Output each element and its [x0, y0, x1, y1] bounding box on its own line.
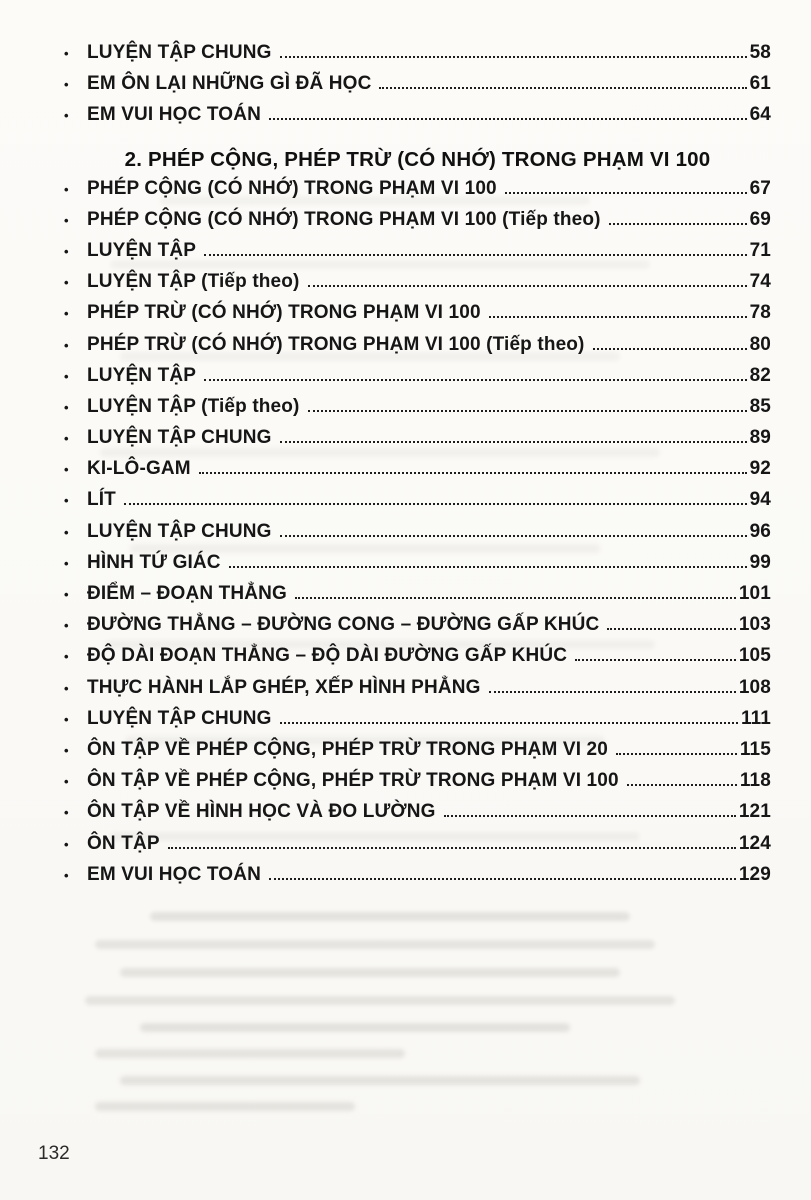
dotted-leader [204, 254, 747, 256]
toc-entry-label: LÍT [87, 489, 116, 511]
dotted-leader [204, 379, 747, 381]
toc-entry [64, 178, 771, 209]
toc-entry-label: ÔN TẬP [87, 832, 160, 854]
toc-entry-page: 103 [738, 614, 771, 636]
bleed-through-line [95, 1049, 405, 1058]
toc-entry-page: 69 [749, 208, 771, 230]
toc-entry-page: 121 [738, 801, 771, 823]
toc-entry [64, 708, 771, 739]
dotted-leader [489, 316, 747, 318]
toc-entry-label: KI-LÔ-GAM [87, 458, 191, 480]
bullet-icon: • [64, 805, 69, 821]
toc-entry-label: LUYỆN TẬP CHUNG [87, 707, 272, 729]
bullet-icon: • [64, 399, 69, 415]
dotted-leader [575, 659, 736, 661]
toc-entry [64, 365, 771, 396]
toc-entry-label: PHÉP CỘNG (CÓ NHỚ) TRONG PHẠM VI 100 (Tiếp theo) [87, 208, 601, 230]
bullet-icon: • [64, 649, 69, 665]
toc-entry-label: LUYỆN TẬP CHUNG [87, 427, 272, 449]
page-number: 132 [38, 1143, 70, 1164]
toc-entry-page: 96 [749, 520, 771, 542]
bullet-icon: • [64, 212, 69, 228]
toc-entry-label: PHÉP TRỪ (CÓ NHỚ) TRONG PHẠM VI 100 [87, 302, 481, 324]
toc-entry [64, 396, 771, 427]
toc-entry-label: THỰC HÀNH LẮP GHÉP, XẾP HÌNH PHẲNG [87, 676, 481, 698]
bullet-icon: • [64, 555, 69, 571]
bullet-icon: • [64, 524, 69, 540]
toc-entry [64, 240, 771, 271]
bleed-through-line [95, 1102, 355, 1111]
toc-entry-page: 82 [749, 364, 771, 386]
toc-entry-label: LUYỆN TẬP CHUNG [87, 520, 272, 542]
toc-entry-label: LUYỆN TẬP CHUNG [87, 42, 272, 63]
toc-entry [64, 677, 771, 708]
dotted-leader [609, 223, 747, 225]
toc-entry [64, 801, 771, 832]
toc-entry-label: EM VUI HỌC TOÁN [87, 863, 261, 885]
toc-entry [64, 104, 771, 135]
toc-entry [64, 770, 771, 801]
bullet-icon: • [64, 368, 69, 384]
dotted-leader [280, 56, 747, 58]
toc-entry-label: HÌNH TỨ GIÁC [87, 551, 221, 573]
bleed-through-line [120, 1076, 640, 1085]
toc-entry-page: 129 [738, 863, 771, 885]
bleed-through-line [140, 1023, 570, 1032]
toc-entry [64, 833, 771, 864]
toc-entry-page: 94 [749, 489, 771, 511]
bullet-icon: • [64, 493, 69, 509]
dotted-leader [124, 503, 747, 505]
dotted-leader [280, 722, 738, 724]
bullet-icon: • [64, 306, 69, 322]
toc-entry-page: 105 [738, 645, 771, 667]
toc-entry-page: 101 [738, 583, 771, 604]
dotted-leader [269, 878, 736, 880]
toc-entry-label: EM ÔN LẠI NHỮNG GÌ ĐÃ HỌC [87, 73, 372, 95]
dotted-leader [280, 535, 747, 537]
toc-entry [64, 864, 771, 895]
toc-entry-label: ĐỘ DÀI ĐOẠN THẲNG – ĐỘ DÀI ĐƯỜNG GẤP KHÚC [87, 645, 568, 667]
toc-entry-page: 124 [738, 832, 771, 854]
table-of-contents [64, 42, 771, 895]
bullet-icon: • [64, 742, 69, 758]
toc-entry [64, 583, 771, 614]
toc-entry-page: 118 [739, 770, 771, 792]
bullet-icon: • [64, 680, 69, 696]
toc-entry-page: 78 [749, 302, 771, 324]
toc-entry-label: LUYỆN TẬP (Tiếp theo) [87, 395, 300, 417]
dotted-leader [593, 348, 747, 350]
bullet-icon: • [64, 108, 69, 124]
dotted-leader [168, 847, 736, 849]
dotted-leader [489, 691, 736, 693]
toc-entry [64, 271, 771, 302]
bullet-icon: • [64, 46, 69, 61]
toc-entry-label: LUYỆN TẬP (Tiếp theo) [87, 271, 300, 293]
toc-entry-label: ĐIỂM – ĐOẠN THẲNG [87, 583, 287, 604]
bullet-icon: • [64, 774, 69, 790]
dotted-leader [308, 285, 747, 287]
toc-entry-page: 74 [749, 271, 771, 293]
toc-entry-label: PHÉP CỘNG (CÓ NHỚ) TRONG PHẠM VI 100 [87, 177, 497, 199]
toc-entry-page: 89 [749, 427, 771, 449]
dotted-leader [379, 87, 746, 89]
bleed-through-line [120, 968, 620, 977]
toc-entry-page: 111 [740, 707, 771, 729]
toc-entry-label: ÔN TẬP VỀ HÌNH HỌC VÀ ĐO LƯỜNG [87, 801, 436, 823]
dotted-leader [505, 192, 747, 194]
toc-entry-page: 115 [739, 738, 771, 760]
bullet-icon: • [64, 618, 69, 634]
toc-entry [64, 42, 771, 73]
dotted-leader [308, 410, 747, 412]
toc-entry [64, 614, 771, 645]
toc-entry [64, 521, 771, 552]
toc-entry-page: 67 [749, 177, 771, 199]
toc-entry-page: 85 [749, 395, 771, 417]
toc-entry [64, 209, 771, 240]
bleed-through-line [85, 996, 675, 1005]
toc-entry-label: LUYỆN TẬP [87, 239, 197, 261]
dotted-leader [280, 441, 747, 443]
dotted-leader [229, 566, 747, 568]
toc-entry [64, 302, 771, 333]
toc-entry-page: 58 [749, 42, 771, 63]
dotted-leader [295, 597, 736, 599]
dotted-leader [269, 118, 747, 120]
toc-entry-label: EM VUI HỌC TOÁN [87, 104, 261, 126]
bleed-through-line [150, 912, 630, 921]
dotted-leader [199, 472, 747, 474]
toc-entry [64, 73, 771, 104]
dotted-leader [607, 628, 735, 630]
toc-entry [64, 334, 771, 365]
bullet-icon: • [64, 431, 69, 447]
toc-entry [64, 427, 771, 458]
bullet-icon: • [64, 711, 69, 727]
toc-entry-page: 71 [749, 239, 771, 261]
toc-entry-page: 108 [738, 676, 771, 698]
dotted-leader [616, 753, 737, 755]
bullet-icon: • [64, 77, 69, 93]
section-heading: 2. PHÉP CỘNG, PHÉP TRỪ (CÓ NHỚ) TRONG PHẠM VI 100 [124, 147, 711, 171]
toc-entry-page: 64 [749, 104, 771, 126]
toc-entry-page: 61 [749, 73, 771, 95]
toc-entry-page: 99 [749, 551, 771, 573]
bleed-through-line [95, 940, 655, 949]
bullet-icon: • [64, 836, 69, 852]
toc-entry [64, 552, 771, 583]
bullet-icon: • [64, 337, 69, 353]
bullet-icon: • [64, 867, 69, 883]
dotted-leader [627, 784, 737, 786]
bullet-icon: • [64, 462, 69, 478]
toc-entry [64, 645, 771, 676]
toc-entry-page: 92 [749, 458, 771, 480]
bullet-icon: • [64, 181, 69, 197]
toc-entry [64, 739, 771, 770]
toc-entry-label: ĐƯỜNG THẲNG – ĐƯỜNG CONG – ĐƯỜNG GẤP KHÚC [87, 614, 600, 636]
toc-entry-label: ÔN TẬP VỀ PHÉP CỘNG, PHÉP TRỪ TRONG PHẠM VI 100 [87, 770, 619, 792]
toc-entry [64, 458, 771, 489]
bullet-icon: • [64, 275, 69, 291]
dotted-leader [444, 815, 736, 817]
bullet-icon: • [64, 243, 69, 259]
toc-entry [64, 489, 771, 520]
toc-entry-page: 80 [749, 333, 771, 355]
toc-entry-label: PHÉP TRỪ (CÓ NHỚ) TRONG PHẠM VI 100 (Tiếp theo) [87, 333, 585, 355]
toc-entry-label: ÔN TẬP VỀ PHÉP CỘNG, PHÉP TRỪ TRONG PHẠM VI 20 [87, 738, 608, 760]
bullet-icon: • [64, 587, 69, 602]
toc-entry-label: LUYỆN TẬP [87, 364, 197, 386]
